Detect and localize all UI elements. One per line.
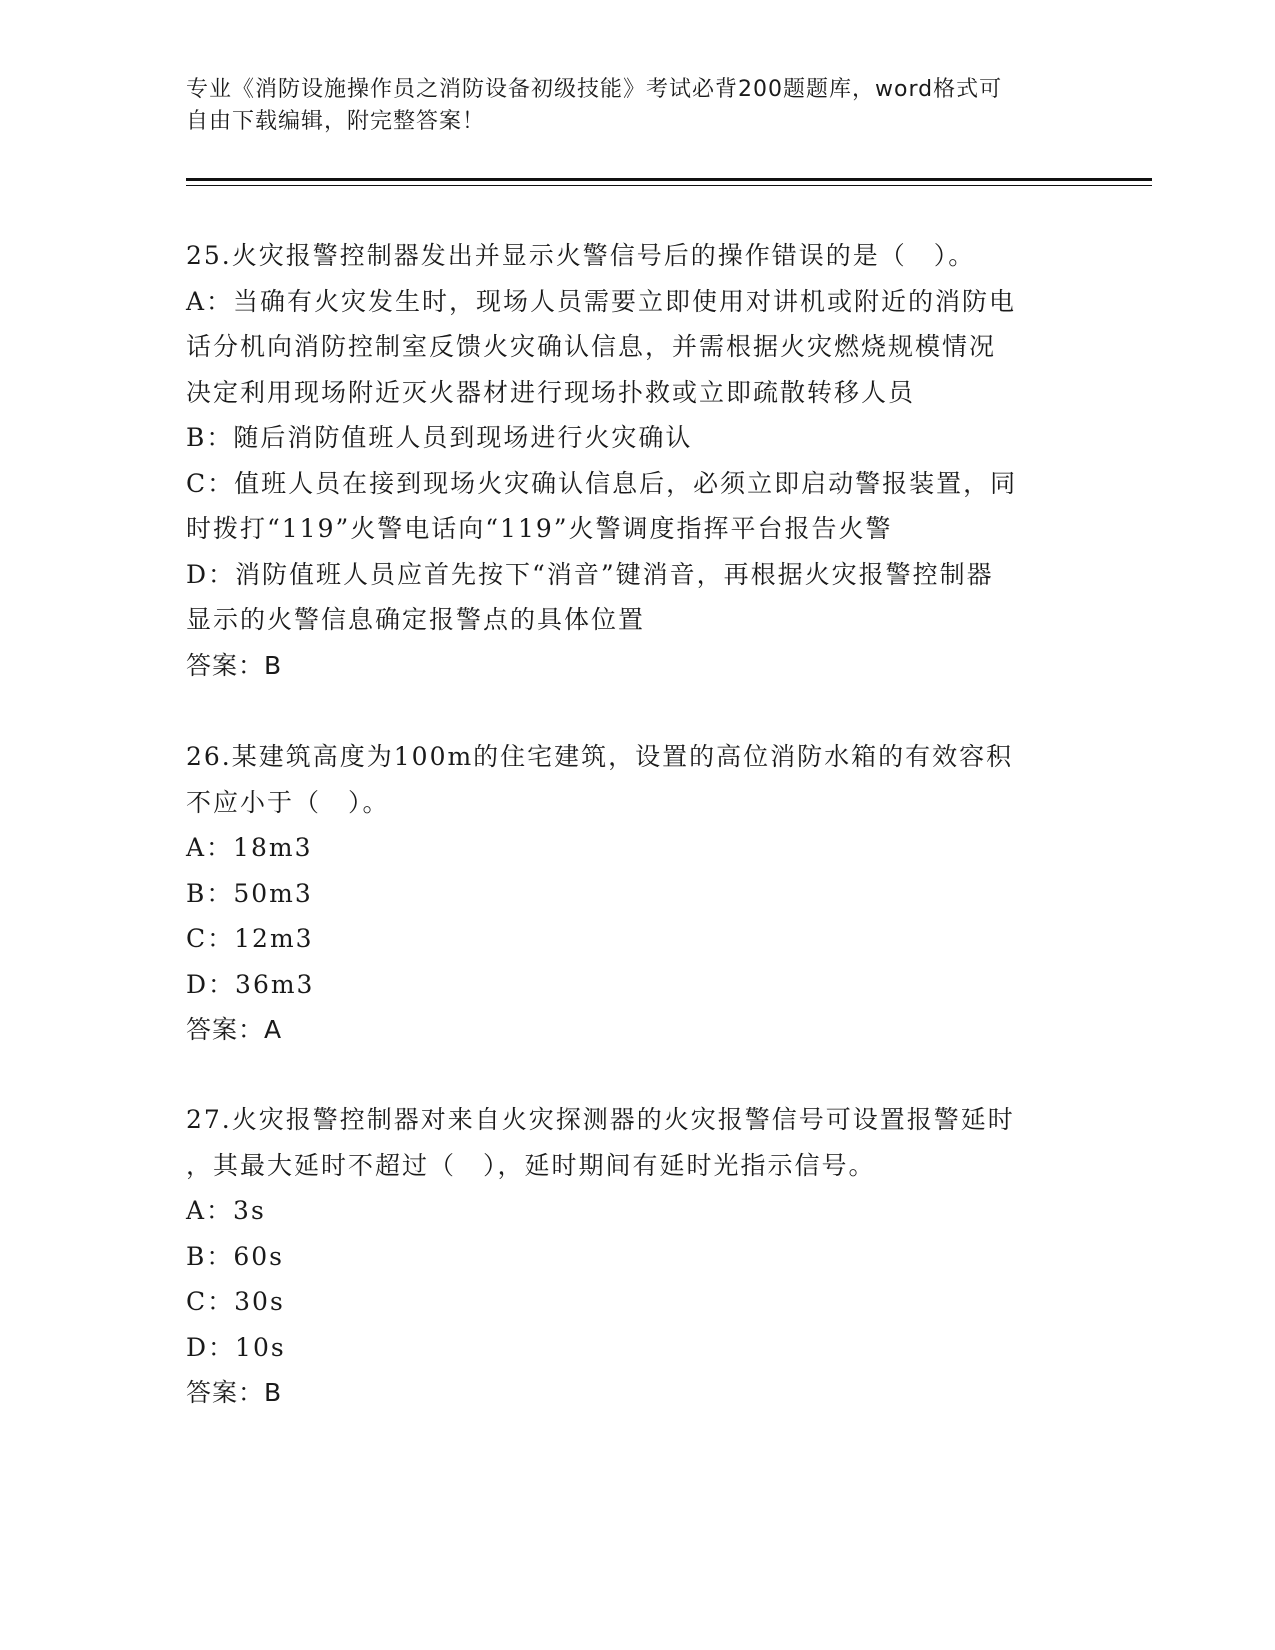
- option-c: C：30s: [186, 1287, 285, 1316]
- option-c: C：值班人员在接到现场火灾确认信息后，必须立即启动警报装置，同: [186, 468, 1018, 498]
- header-line-2: 自由下载编辑，附完整答案！: [186, 109, 486, 134]
- question-stem-continued: ，其最大延时不超过（ ），延时期间有延时光指示信号。: [186, 1150, 876, 1180]
- option-c: C：12m3: [186, 924, 314, 953]
- answer-label: 答案：B: [186, 1378, 283, 1407]
- option-d: D：消防值班人员应首先按下“消音”键消音，再根据火灾报警控制器: [186, 559, 994, 589]
- option-a: A：18m3: [186, 833, 313, 862]
- document-header: [186, 74, 1066, 138]
- option-d: D：10s: [186, 1332, 286, 1362]
- option-a-continued: 决定利用现场附近灭火器材进行现场扑救或立即疏散转移人员: [186, 377, 916, 407]
- question-stem: 26.某建筑高度为100m的住宅建筑，设置的高位消防水箱的有效容积: [186, 742, 1014, 771]
- header-line-1: 专业《消防设施操作员之消防设备初级技能》考试必背200题题库，word格式可: [186, 77, 1003, 102]
- question-stem: 27.火灾报警控制器对来自火灾探测器的火灾报警信号可设置报警延时: [186, 1105, 1015, 1134]
- option-a-continued: 话分机向消防控制室反馈火灾确认信息，并需根据火灾燃烧规模情况: [186, 332, 997, 361]
- header-rule-thick: [186, 178, 1152, 181]
- question-25: [186, 233, 1086, 688]
- question-27: [186, 1097, 1086, 1416]
- option-a: A：当确有火灾发生时，现场人员需要立即使用对讲机或附近的消防电: [186, 286, 1017, 316]
- answer-label: 答案：A: [186, 1015, 283, 1044]
- option-c-continued: 时拨打“119”火警电话向“119”火警调度指挥平台报告火警: [186, 514, 893, 543]
- answer-label: 答案：B: [186, 650, 283, 680]
- question-26: [186, 734, 1086, 1053]
- header-rule-thin: [186, 185, 1152, 186]
- question-stem: 25.火灾报警控制器发出并显示火警信号后的操作错误的是（ ）。: [186, 241, 976, 270]
- option-b: B：随后消防值班人员到现场进行火灾确认: [186, 423, 693, 452]
- option-d: D：36m3: [186, 969, 315, 999]
- question-stem-continued: 不应小于（ ）。: [186, 787, 390, 817]
- option-d-continued: 显示的火警信息确定报警点的具体位置: [186, 605, 646, 634]
- option-b: B：50m3: [186, 878, 313, 908]
- option-b: B：60s: [186, 1241, 285, 1271]
- option-a: A：3s: [186, 1196, 266, 1225]
